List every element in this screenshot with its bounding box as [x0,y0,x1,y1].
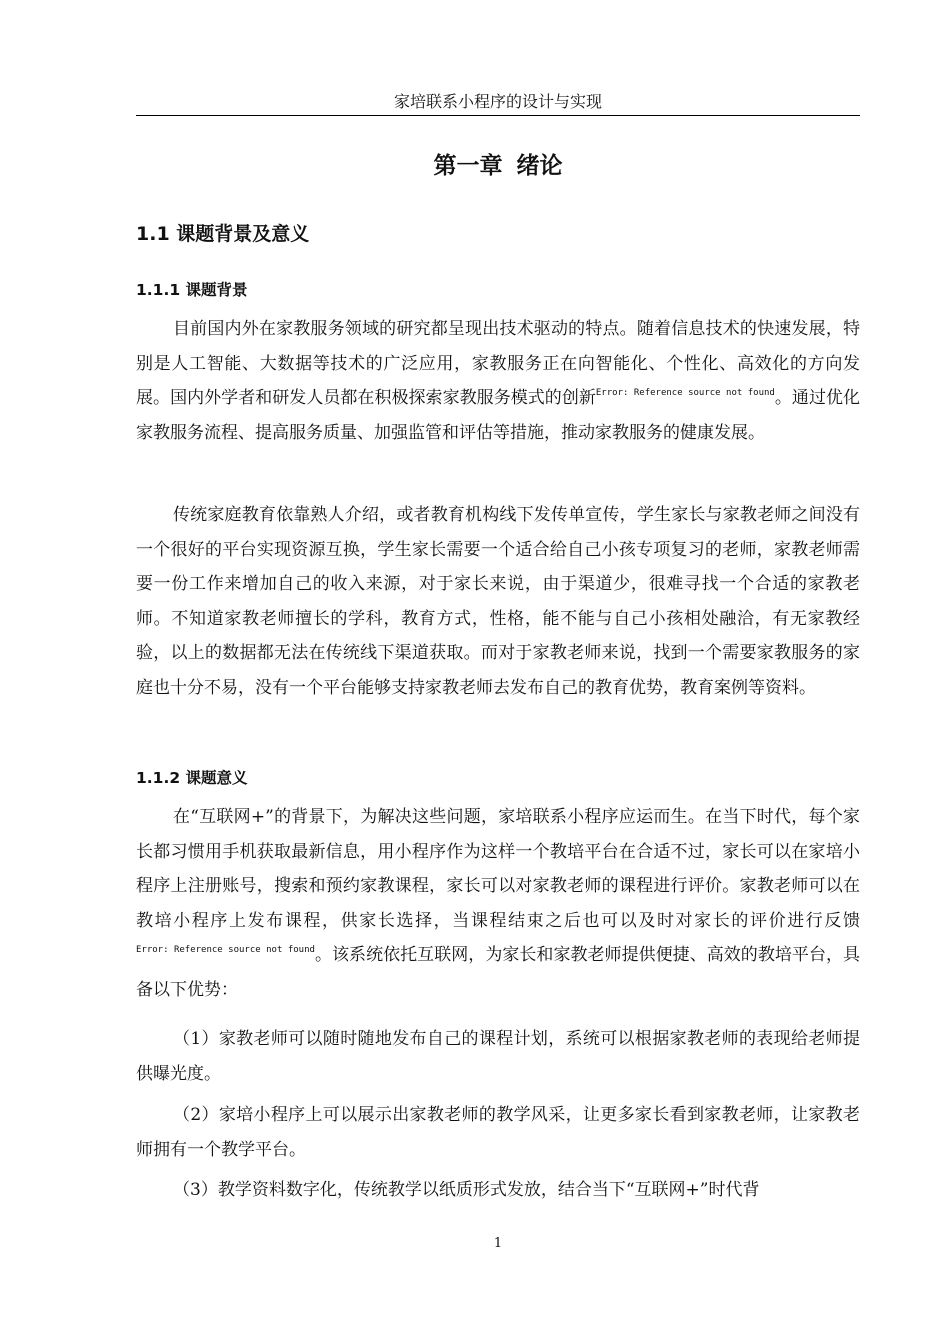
header-divider [136,115,860,116]
page-header: 家培联系小程序的设计与实现 [393,92,602,111]
paragraph-text: 目前国内外在家教服务领域的研究都呈现出技术驱动的特点。随着信息技术的快速发展，特别是人工智能、大数据等技术的广泛应用，家教服务正在向智能化、个性化、高效化的方向发展。国内外学者和研发人员都在积极探索家教服务模式的创新 [136,319,860,408]
paragraph-background-1 [136,312,860,450]
reference-error: Error: Reference source not found [136,945,315,955]
page-number: 1 [493,1236,503,1251]
paragraph-text: 在“互联网+”的背景下，为解决这些问题，家培联系小程序应运而生。在当下时代，每个家长都习惯用手机获取最新信息，用小程序作为这样一个教培平台在合适不过，家长可以在家培小程序上注册账号，搜索和预约家教课程，家长可以对家教老师的课程进行评价。家教老师可以在教培小程序上发布课程，供家长选择，当课程结束之后也可以及时对家长的评价进行反馈 [136,807,860,931]
reference-error: Error: Reference source not found [595,388,775,398]
list-item-1: （1）家教老师可以随时随地发布自己的课程计划，系统可以根据家教老师的表现给老师提供曝光度。 [136,1029,860,1084]
chapter-title: 第一章 绪论 [433,153,563,179]
list-item-2: （2）家培小程序上可以展示出家教老师的教学风采，让更多家长看到家教老师，让家教老师拥有一个教学平台。 [136,1105,860,1160]
list-item-3: （3）教学资料数字化，传统教学以纸质形式发放，结合当下“互联网+”时代背 [173,1180,760,1200]
paragraph-background-2: 传统家庭教育依靠熟人介绍，或者教育机构线下发传单宣传，学生家长与家教老师之间没有一个很好的平台实现资源互换，学生家长需要一个适合给自己小孩专项复习的老师，家教老师需要一份工作来增加自己的收入来源，对于家长来说，由于渠道少，很难寻找一个合适的家教老师。不知道家教老师擅长的学科，教育方式，性格，能不能与自己小孩相处融洽，有无家教经验，以上的数据都无法在传统线下渠道获取。而对于家教老师来说，找到一个需要家教服务的家庭也十分不易，没有一个平台能够支持家教老师去发布自己的教育优势，教育案例等资料。 [136,505,860,698]
subsection-title-background: 1.1.1 课题背景 [136,281,248,299]
paragraph-significance-1 [136,800,860,1007]
paragraph-text: 。该系统依托互联网，为家长和家教老师提供便捷、高效的教培平台，具备以下优势： [136,945,861,1000]
section-title: 1.1 课题背景及意义 [136,223,310,245]
paragraph-text: 。通过优化家教服务流程、提高服务质量、加强监管和评估等措施，推动家教服务的健康发展。 [136,388,861,443]
subsection-title-significance: 1.1.2 课题意义 [136,769,248,787]
